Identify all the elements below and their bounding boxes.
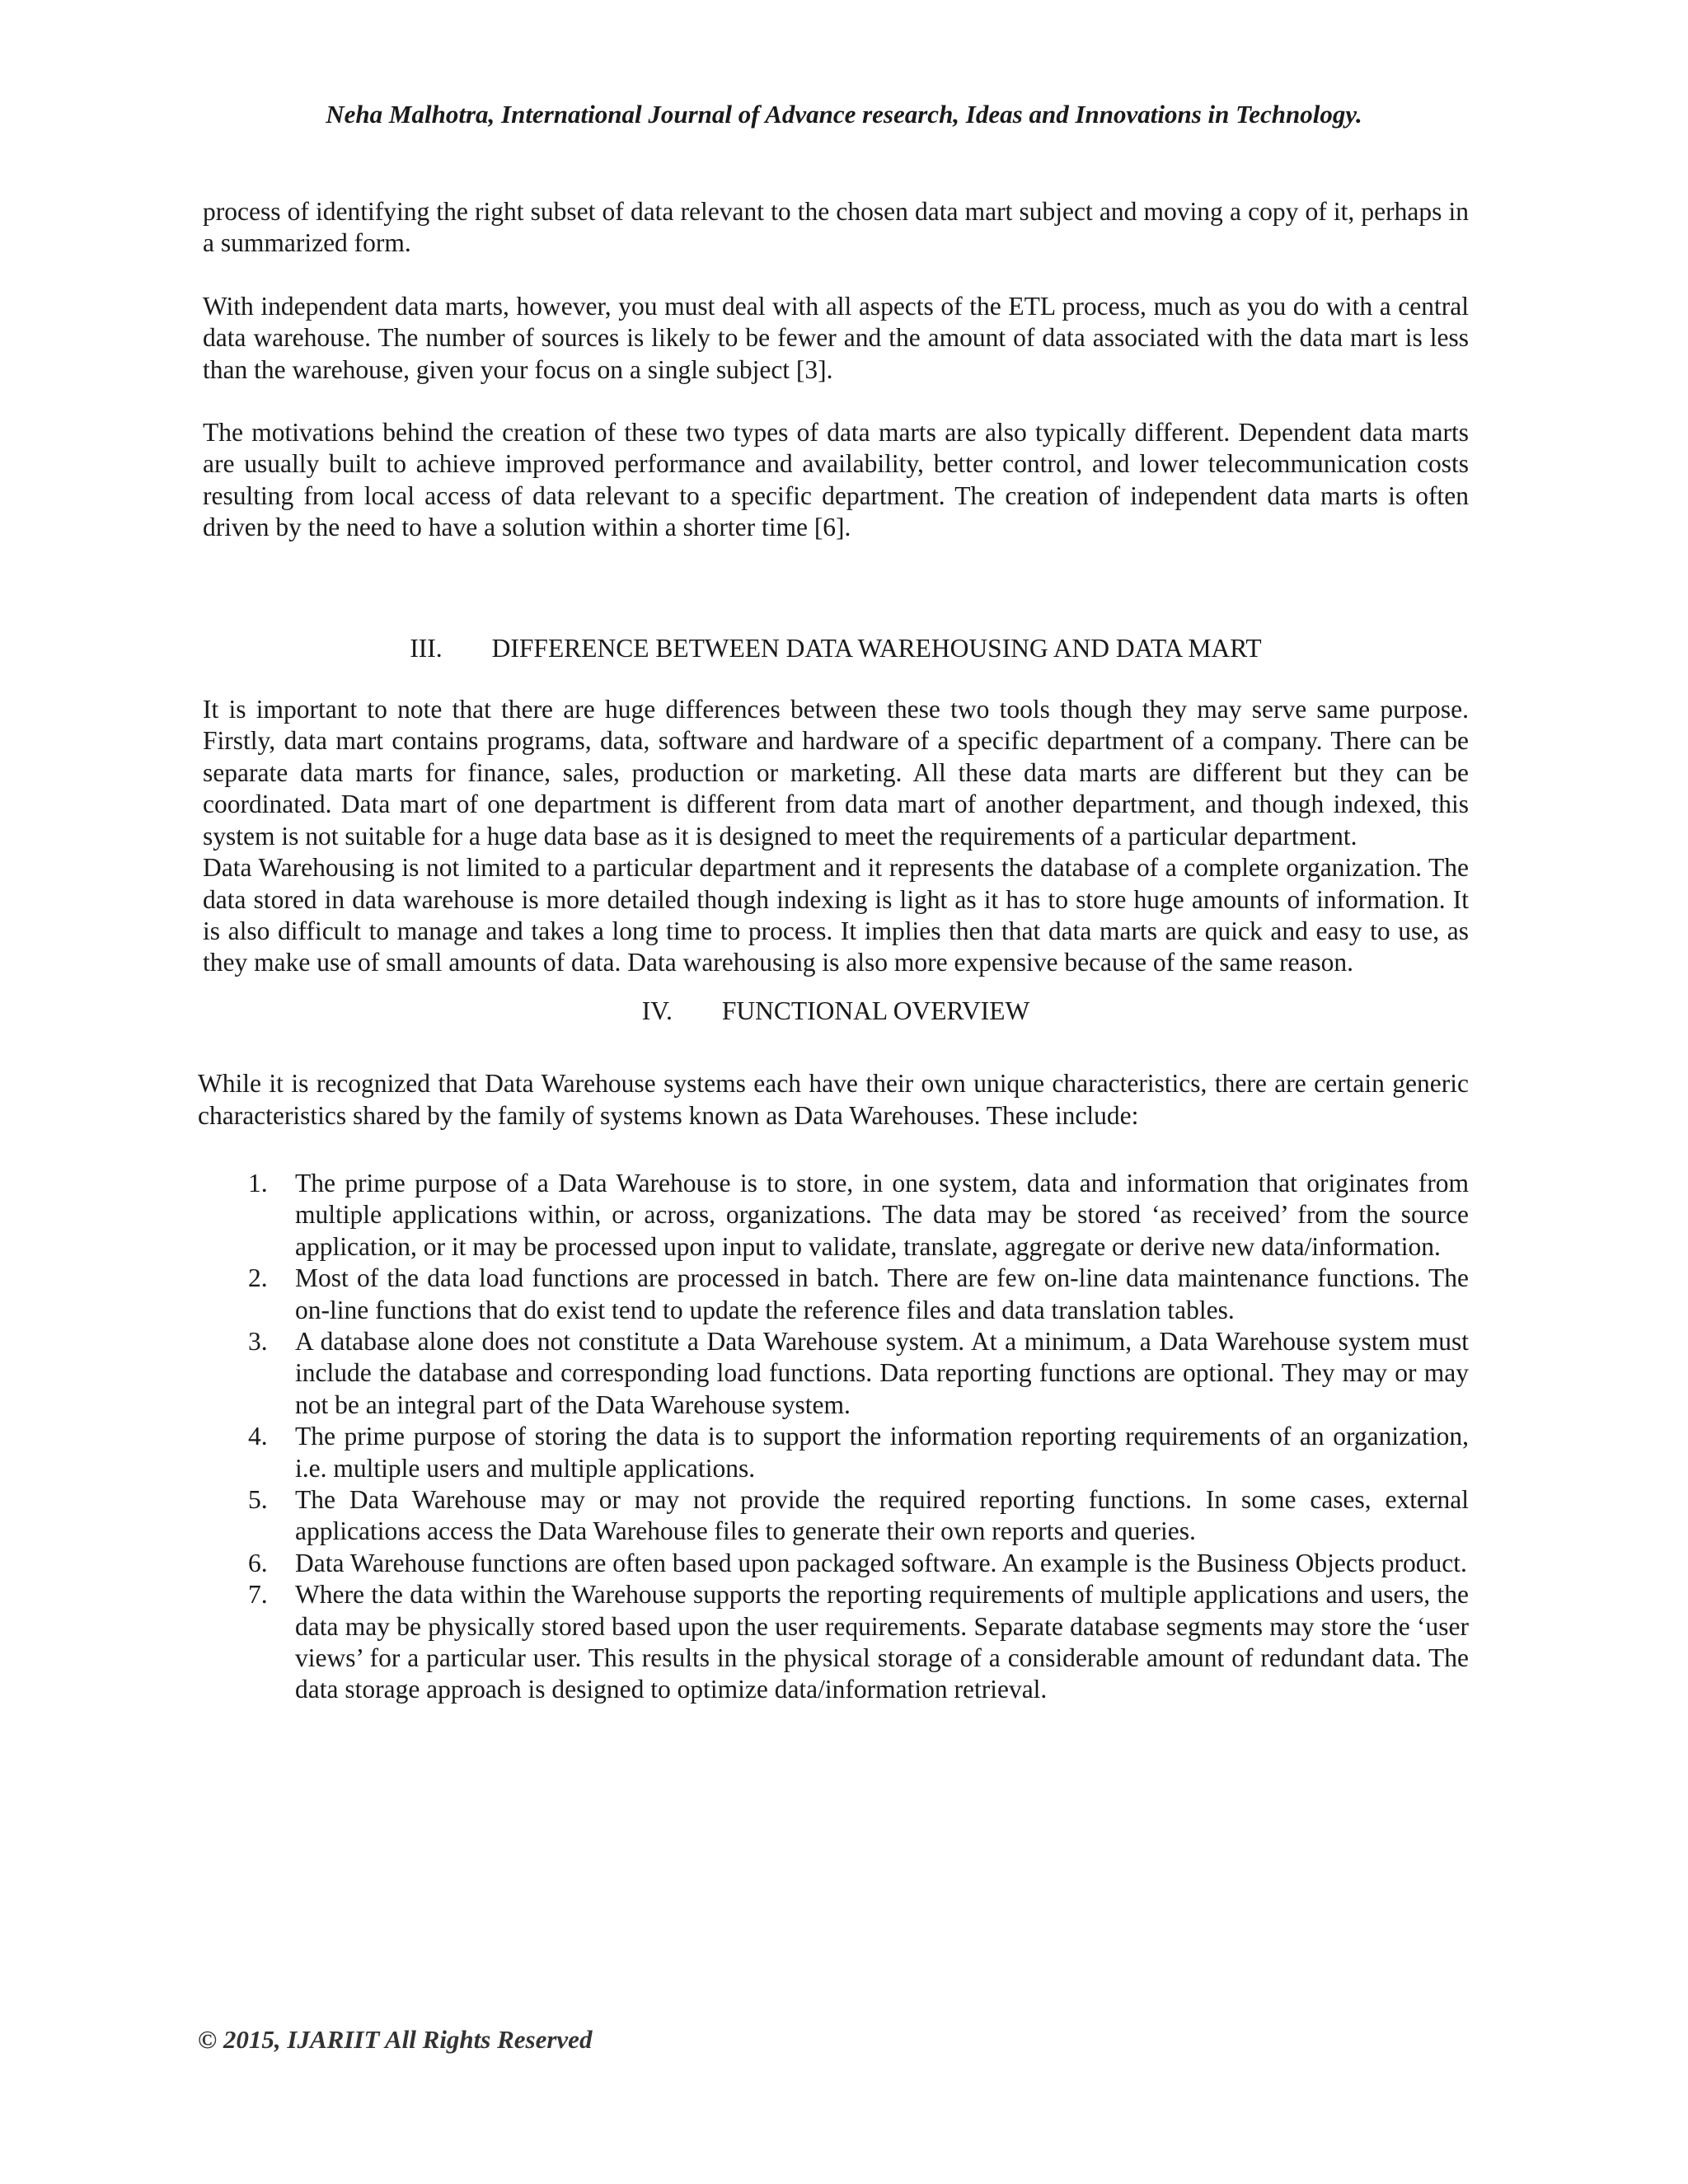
list-item-number: 4. [248,1422,268,1451]
list-item-number: 2. [248,1263,268,1293]
section-3-title: DIFFERENCE BETWEEN DATA WAREHOUSING AND DATA MART [491,633,1262,663]
section-3-paragraph-2: Data Warehousing is not limited to a particular department and it represents the database of a complete organization. The data stored in data warehouse is more detailed though indexing is light as it has to store huge amounts of information. It is also difficult to manage and takes a long time to process. It implies then that data marts are quick and easy to use, as they make use of small amounts of data. Data warehousing is also more expensive because of the same reason. [203,853,1469,977]
section-4-title: FUNCTIONAL OVERVIEW [721,996,1030,1025]
list-item-text: Most of the data load functions are processed in batch. There are few on-line data maintenance functions. The on-line functions that do exist tend to update the reference files and data translation tables. [295,1263,1469,1324]
page-body [198,196,1469,1706]
characteristics-list [203,1168,1469,1706]
list-item [203,1579,1469,1706]
list-item-number: 3. [248,1326,268,1356]
list-item-text: The Data Warehouse may or may not provide the required reporting functions. In some cases, external applications access the Data Warehouse files to generate their own reports and queries. [295,1485,1469,1546]
section-3-number: III. [410,633,443,663]
list-item [203,1326,1469,1421]
list-item [203,1421,1469,1484]
list-item-number: 5. [248,1485,268,1514]
section-4-intro: While it is recognized that Data Warehouse systems each have their own unique characteristics, there are certain generic characteristics shared by the family of systems known as Data Warehouses. These include: [198,1069,1469,1130]
section-3-heading [203,633,1469,664]
section-3-paragraph-1: It is important to note that there are huge differences between these two tools though they may serve same purpose. Firstly, data mart contains programs, data, software and hardware of a specific department of a company. There can be separate data marts for finance, sales, production or marketing. All these data marts are different but they can be coordinated. Data mart of one department is different from data mart of another department, and though indexed, this system is not suitable for a huge data base as it is designed to meet the requirements of a particular department. [203,695,1469,851]
list-item-text: Where the data within the Warehouse supports the reporting requirements of multiple applications and users, the data may be physically stored based upon the user requirements. Separate database segments may store the ‘user views’ for a particular user. This results in the physical storage of a considerable amount of redundant data. The data storage approach is designed to optimize data/information retrieval. [295,1580,1469,1704]
list-item [203,1263,1469,1326]
running-header: Neha Malhotra, International Journal of Advance research, Ideas and Innovations in Technology. [326,100,1362,129]
section-4-number: IV. [641,996,673,1025]
list-item-number: 7. [248,1580,268,1610]
body-paragraph-2: With independent data marts, however, you must deal with all aspects of the ETL process, much as you do with a central data warehouse. The number of sources is likely to be fewer and the amount of data associated with the data mart is less than the warehouse, given your focus on a single subject [3]. [203,291,1469,384]
list-item-number: 1. [248,1168,268,1197]
list-item-number: 6. [248,1548,268,1577]
list-item-text: The prime purpose of storing the data is to support the information reporting requirements of an organization, i.e. multiple users and multiple applications. [295,1422,1469,1483]
body-paragraph-3: The motivations behind the creation of these two types of data marts are also typically different. Dependent data marts are usually built to achieve improved performance and availability, better control, and lower telecommunication costs resulting from local access of data relevant to a specific department. The creation of independent data marts is often driven by the need to have a solution within a shorter time [6]. [203,418,1469,542]
body-paragraph-1: process of identifying the right subset of data relevant to the chosen data mart subject and moving a copy of it, perhaps in a summarized form. [203,197,1469,258]
copyright-footer: © 2015, IJARIIT All Rights Reserved [198,2025,593,2054]
list-item [203,1168,1469,1263]
list-item-text: A database alone does not constitute a Data Warehouse system. At a minimum, a Data Warehouse system must include the database and corresponding load functions. Data reporting functions are optional. They may or may not be an integral part of the Data Warehouse system. [295,1326,1469,1419]
list-item [203,1484,1469,1548]
list-item [203,1548,1469,1579]
list-item-text: Data Warehouse functions are often based upon packaged software. An example is the Business Objects product. [295,1548,1467,1577]
section-4-heading [203,996,1469,1027]
list-item-text: The prime purpose of a Data Warehouse is to store, in one system, data and information that originates from multiple applications within, or across, organizations. The data may be stored ‘as received’ from the source application, or it may be processed upon input to validate, translate, aggregate or derive new data/information. [295,1168,1469,1261]
